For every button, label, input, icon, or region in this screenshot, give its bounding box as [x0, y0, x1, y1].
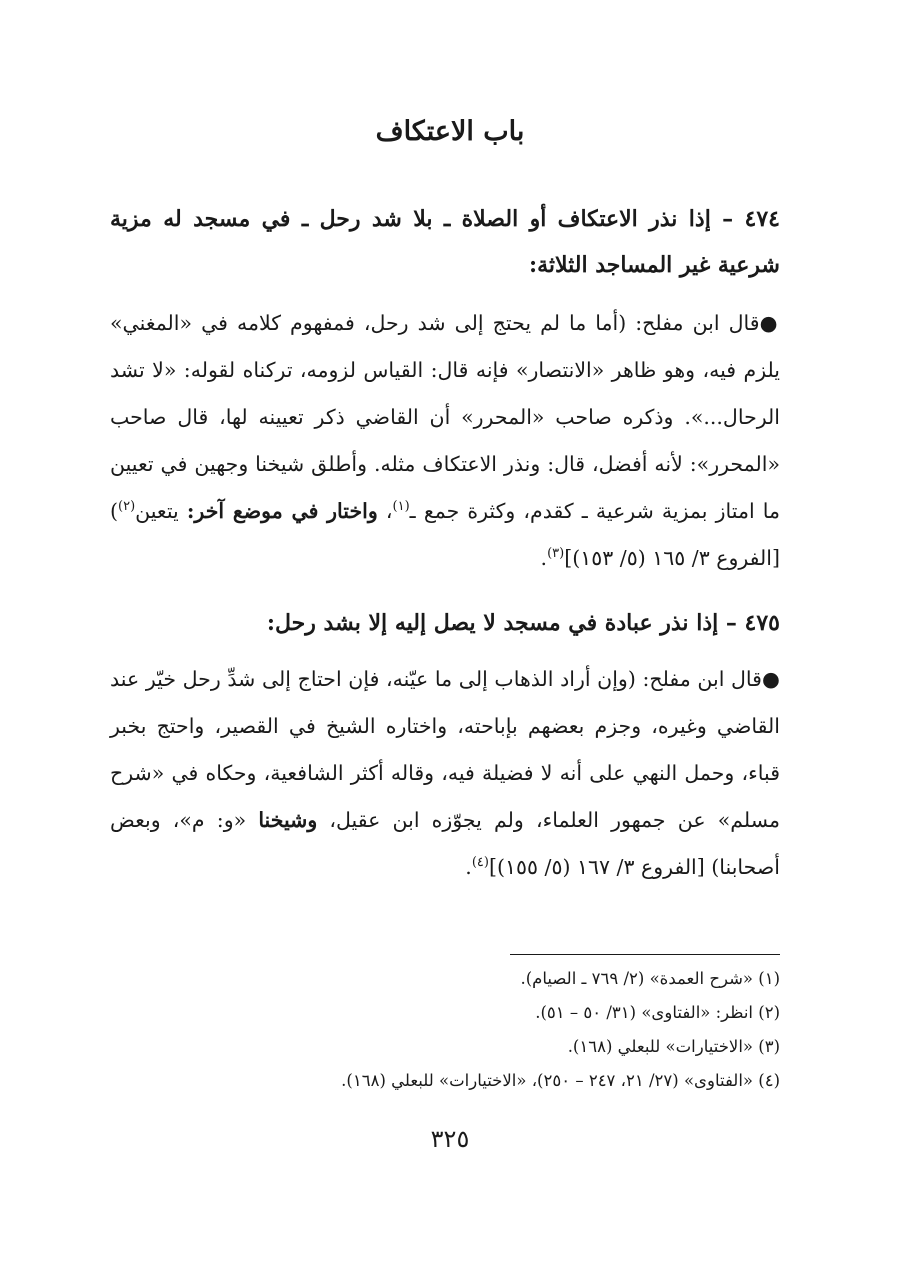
- section-paragraph-474: [110, 300, 780, 582]
- paragraph-text: «و: م»، وبعض أصحابنا) [الفروع ٣/ ١٦٧ (٥/ ١٥٥)]: [110, 808, 780, 879]
- bullet-icon: ●: [759, 311, 780, 335]
- section-heading-475: ٤٧٥ – إذا نذر عبادة في مسجد لا يصل إليه إلا بشد رحل:: [266, 610, 780, 636]
- bullet-icon: ●: [761, 667, 780, 691]
- footnote-2: (٢) انظر: «الفتاوى» (٣١/ ٥٠ – ٥١).: [535, 1003, 780, 1022]
- footnotes: [110, 962, 780, 1098]
- footnote-3: (٣) «الاختيارات» للبعلي (١٦٨).: [567, 1037, 780, 1056]
- footnote-1: (١) «شرح العمدة» (٢/ ٧٦٩ ـ الصيام).: [520, 969, 780, 988]
- bold-phrase: واختار في موضع آخر:: [186, 499, 378, 523]
- footnote-ref: (١): [392, 499, 410, 515]
- paragraph-text: .: [540, 546, 548, 570]
- paragraph-text: قال ابن مفلح: (أما ما لم يحتج إلى شد رحل، فمفهوم كلامه في «المغني» يلزم فيه، وهو ظاهر «الانتصار» فإنه قال: القياس لزومه، تركناه لقوله: «لا تشد الرحال...». وذكره صاحب «المحرر» أن القاضي ذكر تعيينه لها، قال صاحب «المحرر»: لأنه أفضل، قال: ونذر الاعتكاف مثله. وأطلق شيخنا وجهين في تعيين ما امتاز بمزية شرعية ـ كقدم، وكثرة جمع ـ: [110, 311, 781, 523]
- footnote-ref: (٤): [471, 855, 489, 871]
- bold-phrase: وشيخنا: [258, 808, 318, 832]
- paragraph-text: ) [الفروع ٣/ ١٦٥ (٥/ ١٥٣)]: [110, 499, 780, 570]
- footnote-ref: (٢): [118, 499, 136, 515]
- paragraph-text: قال ابن مفلح: (وإن أراد الذهاب إلى ما عيّنه، فإن احتاج إلى شدِّ رحل خيّر عند القاضي وغيره، وجزم بعضهم بإباحته، واختاره الشيخ في القصير، واحتج بخبر قباء، وحمل النهي على أنه لا فضيلة فيه، وقاله أكثر الشافعية، وحكاه في «شرح مسلم» عن جمهور العلماء، ولم يجوّزه ابن عقيل،: [110, 667, 780, 832]
- footnote-ref: (٣): [547, 546, 565, 562]
- paragraph-text: يتعين: [135, 499, 187, 523]
- page-number: ٣٢٥: [430, 1125, 470, 1153]
- paragraph-text: .: [465, 855, 472, 879]
- paragraph-text: ،: [377, 499, 393, 523]
- section-paragraph-475: [110, 656, 780, 891]
- footnote-4: (٤) «الفتاوى» (٢٧/ ٢١، ٢٤٧ – ٢٥٠)، «الاختيارات» للبعلي (١٦٨).: [341, 1071, 780, 1090]
- chapter-title: باب الاعتكاف: [375, 116, 525, 147]
- section-heading-474: ٤٧٤ – إذا نذر الاعتكاف أو الصلاة ـ بلا شد رحل ـ في مسجد له مزية شرعية غير المساجد الثلاثة:: [110, 206, 780, 278]
- footnote-separator: [510, 954, 780, 955]
